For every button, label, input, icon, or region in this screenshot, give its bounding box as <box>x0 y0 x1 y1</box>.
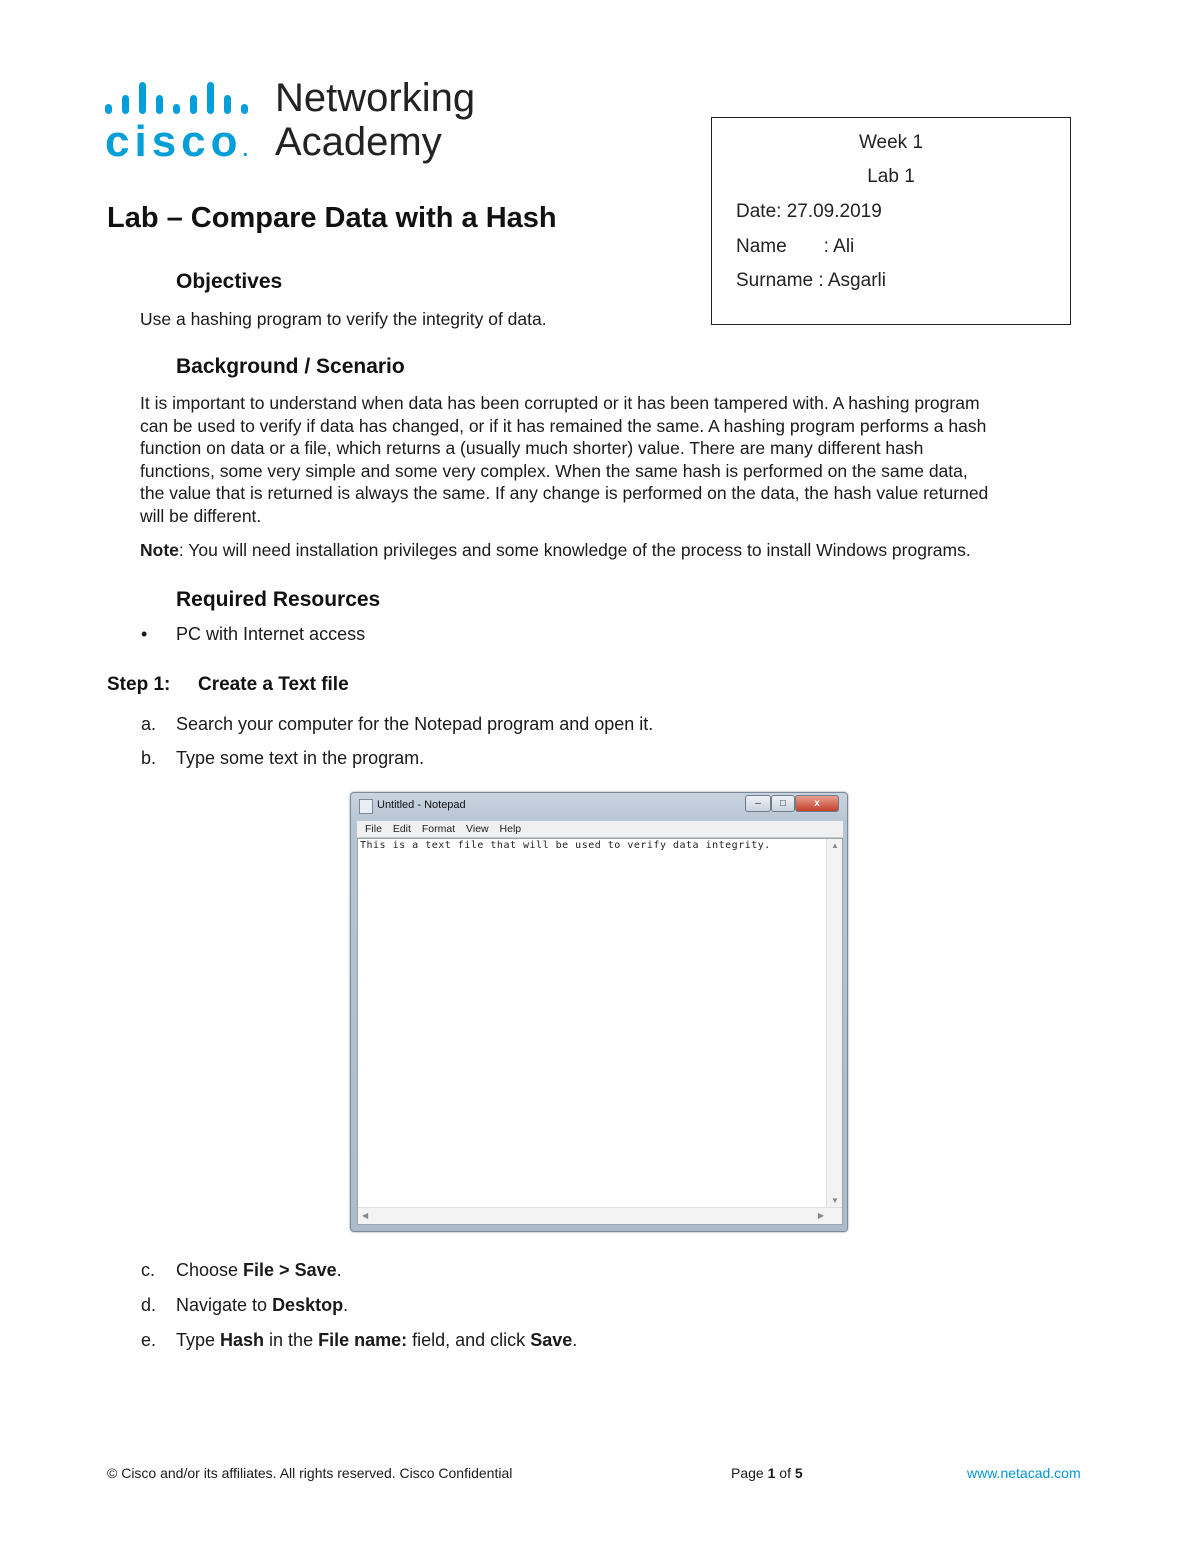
menu-edit[interactable]: Edit <box>392 823 411 835</box>
note-label: Note <box>140 540 179 560</box>
step-item-b: b. Type some text in the program. <box>141 748 425 768</box>
scroll-left-icon[interactable]: ◀ <box>362 1211 369 1220</box>
menu-file[interactable]: File <box>365 823 382 835</box>
logo-academy: Academy <box>275 120 442 164</box>
window-controls <box>745 795 841 813</box>
horizontal-scrollbar[interactable] <box>358 1207 842 1224</box>
info-date: Date: 27.09.2019 <box>736 201 882 222</box>
notepad-text-area[interactable] <box>357 838 843 1225</box>
step-item-c: c. Choose File > Save. <box>141 1260 342 1280</box>
student-info-box <box>711 117 1071 325</box>
background-line: It is important to understand when data has been corrupted or it has been tampered with. A hashing program <box>140 393 980 413</box>
cisco-netacad-logo <box>105 78 525 168</box>
objectives-heading: Objectives <box>176 270 283 293</box>
close-icon[interactable]: x <box>795 795 839 812</box>
step-item-d: d. Navigate to Desktop. <box>141 1295 349 1315</box>
resource-item: • PC with Internet access <box>141 624 366 644</box>
step-1-heading: Step 1: Create a Text file <box>107 674 349 695</box>
footer-page-number: Page 1 of 5 <box>731 1465 803 1481</box>
cisco-wordmark: cisco. <box>105 117 249 166</box>
menu-format[interactable]: Format <box>421 823 456 835</box>
logo-networking: Networking <box>275 76 476 120</box>
notepad-title: Untitled - Notepad <box>377 799 466 811</box>
background-heading: Background / Scenario <box>176 355 405 378</box>
scroll-up-icon[interactable]: ▲ <box>831 841 839 850</box>
notepad-menubar <box>357 821 843 838</box>
objectives-text: Use a hashing program to verify the integrity of data. <box>140 309 547 329</box>
menu-view[interactable]: View <box>466 823 489 835</box>
notepad-content: This is a text file that will be used to verify data integrity. <box>360 840 771 851</box>
info-surname: Surname : Asgarli <box>736 270 886 291</box>
note-paragraph <box>140 539 971 562</box>
background-line: will be different. <box>140 505 262 526</box>
notepad-window <box>350 792 848 1232</box>
maximize-icon[interactable]: □ <box>771 795 795 812</box>
step-item-e: e. Type Hash in the File name: field, and click Save. <box>141 1330 578 1350</box>
info-name: Name : Ali <box>736 236 855 257</box>
note-text: : You will need installation privileges and some knowledge of the process to install Windows programs. <box>178 540 971 560</box>
notepad-app-icon <box>359 799 373 814</box>
scroll-down-icon[interactable]: ▼ <box>831 1196 839 1205</box>
cisco-bars-icon <box>105 78 265 114</box>
vertical-scrollbar[interactable] <box>826 839 842 1207</box>
background-line: the value that is returned is always the same. If any change is performed on the data, the hash value returned <box>140 483 989 503</box>
minimize-icon[interactable]: – <box>745 795 771 812</box>
step-item-a: a. Search your computer for the Notepad program and open it. <box>141 714 654 734</box>
background-line: function on data or a file, which returns a (usually much shorter) value. There are many different hash <box>140 438 924 458</box>
background-line: can be used to verify if data has changed, or if it has remained the same. A hashing program performs a hash <box>140 415 987 436</box>
bullet-icon: • <box>141 624 148 644</box>
footer-link[interactable]: www.netacad.com <box>967 1465 1081 1481</box>
footer-copyright: © Cisco and/or its affiliates. All rights reserved. Cisco Confidential <box>107 1465 513 1481</box>
info-week: Week 1 <box>858 132 924 153</box>
background-line: functions, some very simple and some very complex. When the same hash is performed on the same data, <box>140 460 968 481</box>
menu-help[interactable]: Help <box>499 823 522 835</box>
scroll-right-icon[interactable]: ▶ <box>817 1211 824 1220</box>
resources-heading: Required Resources <box>176 588 381 611</box>
info-lab: Lab 1 <box>867 166 915 187</box>
background-paragraph <box>140 392 1100 527</box>
page-title: Lab – Compare Data with a Hash <box>107 202 557 234</box>
